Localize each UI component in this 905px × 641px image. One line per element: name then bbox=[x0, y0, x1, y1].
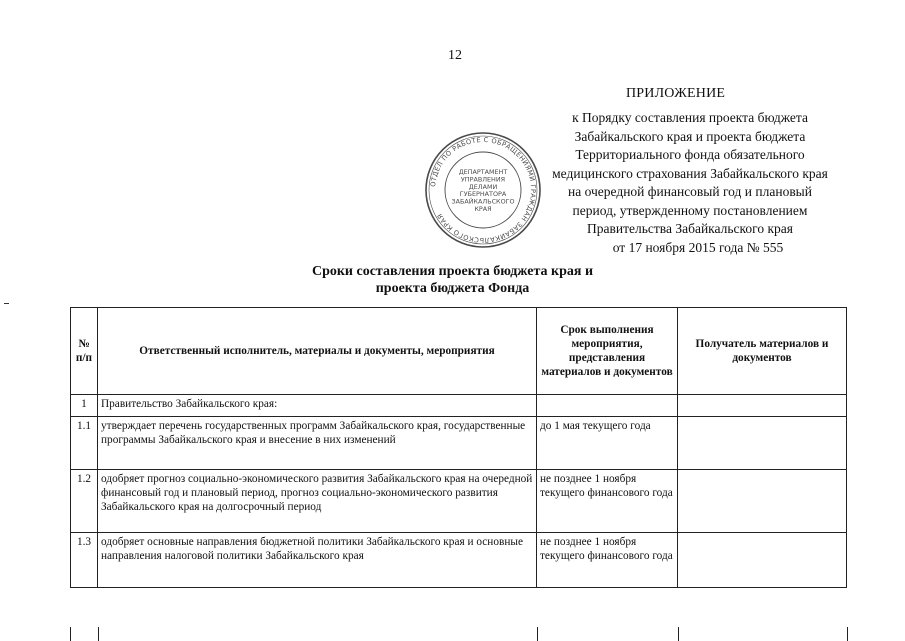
appendix-title: ПРИЛОЖЕНИЕ bbox=[626, 86, 726, 101]
document-title: Сроки составления проекта бюджета края и bbox=[311, 264, 594, 279]
appendix-line: от 17 ноября 2015 года № 555 bbox=[612, 239, 784, 255]
header-executor: Ответственный исполнитель, материалы и документы, мероприятия bbox=[98, 308, 537, 395]
appendix-line: к Порядку составления проекта бюджета bbox=[572, 110, 808, 125]
row-num: 1.1 bbox=[71, 417, 98, 470]
row-text: Правительство Забайкальского края: bbox=[98, 395, 537, 417]
row-deadline: не позднее 1 ноября текущего финансового года bbox=[537, 533, 678, 588]
appendix-line: Правительства Забайкальского края bbox=[587, 221, 793, 236]
appendix-line: медицинского страхования Забайкальского края bbox=[552, 165, 828, 181]
document-title-continued: проекта бюджета Фонда bbox=[375, 281, 530, 296]
seal-outer-text: ОТДЕЛ ПО РАБОТЕ С ОБРАЩЕНИЯМИ ГРАЖДАН ЗАБАЙКАЛЬСКОГО КРАЯ bbox=[429, 135, 538, 245]
row-deadline: до 1 мая текущего года bbox=[537, 417, 678, 470]
table-header-row bbox=[71, 308, 847, 395]
table-row bbox=[71, 533, 847, 588]
row-text: одобряет основные направления бюджетной политики Забайкальского края и основные направления налоговой политики Забайкальского края bbox=[98, 533, 537, 588]
row-text: одобряет прогноз социально-экономического развития Забайкальского края на очередной финансовый год и плановый период, прогноз социально-экономического развития Забайкальского края на долгосрочный период bbox=[98, 470, 537, 533]
appendix-line: на очередной финансовый год и плановый bbox=[568, 184, 812, 199]
appendix-line: период, утвержденному постановлением bbox=[572, 202, 808, 218]
row-deadline bbox=[537, 395, 678, 417]
row-num: 1.3 bbox=[71, 533, 98, 588]
header-num: № п/п bbox=[71, 308, 98, 395]
appendix-caption bbox=[510, 109, 870, 257]
budget-timeline-table bbox=[70, 307, 847, 588]
row-deadline: не позднее 1 ноября текущего финансового года bbox=[537, 470, 678, 533]
row-num: 1 bbox=[71, 395, 98, 417]
appendix-line: Территориального фонда обязательного bbox=[575, 147, 805, 162]
header-deadline: Срок выполнения мероприятия, представления материалов и документов bbox=[537, 308, 678, 395]
row-num: 1.2 bbox=[71, 470, 98, 533]
row-recipient bbox=[678, 533, 847, 588]
row-recipient bbox=[678, 395, 847, 417]
appendix-line: Забайкальского края и проекта бюджета bbox=[574, 128, 806, 144]
table-row bbox=[71, 395, 847, 417]
row-recipient bbox=[678, 470, 847, 533]
margin-mark bbox=[4, 303, 9, 304]
page-number: 12 bbox=[448, 48, 462, 63]
row-text: утверждает перечень государственных программ Забайкальского края, государственные программы Забайкальского края и внесение в них изменений bbox=[98, 417, 537, 470]
table-row bbox=[71, 417, 847, 470]
row-recipient bbox=[678, 417, 847, 470]
header-recipient: Получатель материалов и документов bbox=[678, 308, 847, 395]
table-row bbox=[71, 470, 847, 533]
table-continuation bbox=[70, 627, 848, 641]
official-seal-stamp bbox=[423, 130, 543, 250]
seal-inner-text: ДЕПАРТАМЕНТ УПРАВЛЕНИЯ ДЕЛАМИ ГУБЕРНАТОРА ЗАБАЙКАЛЬСКОГО КРАЯ bbox=[451, 168, 515, 213]
